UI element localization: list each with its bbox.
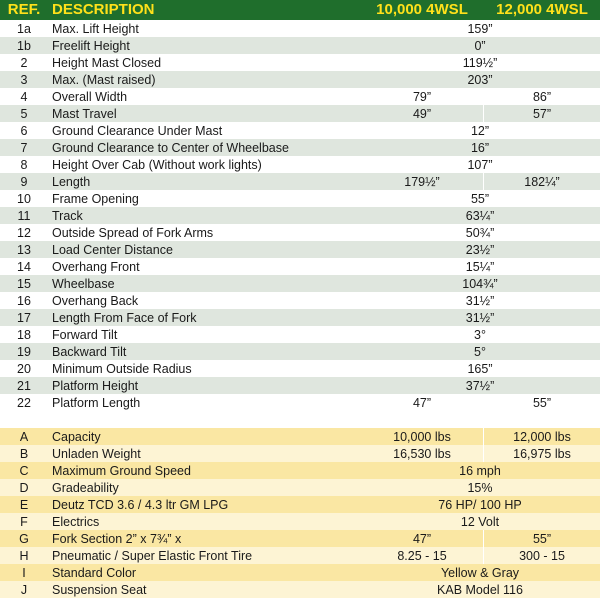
row-ref: A — [19, 429, 29, 444]
row-ref: E — [19, 497, 29, 512]
column-divider — [483, 445, 484, 462]
row-value-model-b: 57” — [532, 106, 552, 121]
table-row — [0, 20, 600, 37]
row-description: Length — [52, 174, 91, 189]
row-description: Overhang Front — [52, 259, 140, 274]
row-ref: 5 — [20, 106, 28, 121]
row-ref: 20 — [17, 361, 31, 376]
row-description: Backward Tilt — [52, 344, 127, 359]
row-value-model-a: 10,000 lbs — [393, 429, 451, 444]
row-description: Unladen Weight — [52, 446, 141, 461]
row-description: Pneumatic / Super Elastic Front Tire — [52, 548, 253, 563]
row-ref: 22 — [17, 395, 31, 410]
row-description: Forward Tilt — [52, 327, 118, 342]
row-description: Frame Opening — [52, 191, 139, 206]
table-row — [0, 581, 600, 598]
row-value-model-a: 47” — [412, 395, 432, 410]
row-value-model-a: 179½” — [404, 174, 440, 189]
row-value: 31½” — [465, 293, 495, 308]
row-description: Maximum Ground Speed — [52, 463, 191, 478]
row-value: 203” — [467, 72, 493, 87]
table-row — [0, 71, 600, 88]
table-row — [0, 105, 600, 122]
row-value-model-a: 49” — [412, 106, 432, 121]
row-description: Load Center Distance — [52, 242, 173, 257]
row-ref: 17 — [17, 310, 31, 325]
table-row — [0, 190, 600, 207]
row-value-model-b: 86” — [532, 89, 552, 104]
row-description: Height Over Cab (Without work lights) — [52, 157, 262, 172]
row-description: Overhang Back — [52, 293, 139, 308]
row-value: 23½” — [465, 242, 495, 257]
row-description: Standard Color — [52, 565, 137, 580]
row-value-model-a: 79” — [412, 89, 432, 104]
row-value: 76 HP/ 100 HP — [438, 497, 522, 512]
row-description: Minimum Outside Radius — [52, 361, 192, 376]
table-row — [0, 275, 600, 292]
table-row — [0, 360, 600, 377]
row-value: 3° — [474, 327, 486, 342]
row-ref: 8 — [20, 157, 28, 172]
row-description: Suspension Seat — [52, 582, 147, 597]
table-row — [0, 377, 600, 394]
table-row — [0, 530, 600, 547]
table-row — [0, 37, 600, 54]
row-ref: 9 — [20, 174, 28, 189]
row-ref: 13 — [17, 242, 31, 257]
row-ref: 1b — [17, 38, 31, 53]
row-value-model-a: 16,530 lbs — [393, 446, 451, 461]
row-value-model-b: 182¼” — [524, 174, 560, 189]
row-description: Length From Face of Fork — [52, 310, 197, 325]
row-value: 159” — [467, 21, 493, 36]
row-value: 5° — [474, 344, 486, 359]
row-value: 15% — [467, 480, 493, 495]
table-row — [0, 462, 600, 479]
row-value: 37½” — [465, 378, 495, 393]
column-divider — [483, 394, 484, 411]
table-row — [0, 54, 600, 71]
table-row — [0, 258, 600, 275]
table-row — [0, 224, 600, 241]
table-row — [0, 513, 600, 530]
row-description: Ground Clearance to Center of Wheelbase — [52, 140, 289, 155]
row-value: 63¼” — [465, 208, 495, 223]
row-description: Wheelbase — [52, 276, 115, 291]
row-value: 104¾” — [462, 276, 498, 291]
row-ref: D — [19, 480, 29, 495]
row-ref: H — [19, 548, 29, 563]
row-value: KAB Model 116 — [437, 582, 523, 597]
row-description: Max. Lift Height — [52, 21, 139, 36]
table-row — [0, 292, 600, 309]
row-value: 16” — [470, 140, 490, 155]
row-ref: 3 — [20, 72, 28, 87]
table-row — [0, 207, 600, 224]
column-divider — [483, 173, 484, 190]
table-row — [0, 139, 600, 156]
row-ref: 6 — [20, 123, 28, 138]
row-value: 119½” — [462, 55, 498, 70]
table-row — [0, 564, 600, 581]
row-ref: 14 — [17, 259, 31, 274]
table-header — [0, 0, 600, 20]
table-row — [0, 241, 600, 258]
row-value: 55” — [470, 191, 490, 206]
row-ref: I — [22, 565, 26, 580]
row-description: Freelift Height — [52, 38, 130, 53]
row-ref: C — [19, 463, 29, 478]
row-value: 15¼” — [465, 259, 495, 274]
row-value: 107” — [467, 157, 493, 172]
header-model-b: 12,000 4WSL — [496, 1, 588, 18]
row-value-model-a: 47” — [412, 531, 432, 546]
header-model-a: 10,000 4WSL — [376, 1, 468, 18]
column-divider — [483, 88, 484, 105]
section-gap — [0, 411, 600, 428]
row-ref: 12 — [17, 225, 31, 240]
row-ref: 19 — [17, 344, 31, 359]
row-description: Fork Section 2” x 7¾” x — [52, 531, 182, 546]
row-ref: B — [19, 446, 29, 461]
row-value: 31½” — [465, 310, 495, 325]
row-description: Height Mast Closed — [52, 55, 162, 70]
table-row — [0, 156, 600, 173]
row-value-model-b: 55” — [532, 531, 552, 546]
row-description: Deutz TCD 3.6 / 4.3 ltr GM LPG — [52, 497, 229, 512]
table-row — [0, 428, 600, 445]
row-value: Yellow & Gray — [440, 565, 520, 580]
row-ref: 18 — [17, 327, 31, 342]
row-ref: G — [19, 531, 29, 546]
row-value: 16 mph — [459, 463, 501, 478]
row-ref: J — [20, 582, 28, 597]
table-row — [0, 343, 600, 360]
row-value: 12 Volt — [460, 514, 500, 529]
header-description: DESCRIPTION — [52, 1, 155, 18]
row-description: Electrics — [52, 514, 100, 529]
row-ref: 7 — [20, 140, 28, 155]
row-ref: 21 — [17, 378, 31, 393]
table-row — [0, 394, 600, 411]
row-value-model-b: 55” — [532, 395, 552, 410]
row-value: 50¾” — [465, 225, 495, 240]
row-description: Overall Width — [52, 89, 128, 104]
row-ref: 15 — [17, 276, 31, 291]
column-divider — [483, 105, 484, 122]
row-description: Platform Height — [52, 378, 139, 393]
row-ref: 2 — [20, 55, 28, 70]
row-description: Max. (Mast raised) — [52, 72, 156, 87]
table-row — [0, 547, 600, 564]
row-description: Ground Clearance Under Mast — [52, 123, 223, 138]
row-description: Platform Length — [52, 395, 141, 410]
row-value-model-b: 300 - 15 — [519, 548, 565, 563]
table-row — [0, 479, 600, 496]
row-description: Track — [52, 208, 83, 223]
table-row — [0, 122, 600, 139]
row-value-model-b: 12,000 lbs — [513, 429, 571, 444]
header-ref: REF. — [7, 1, 41, 18]
table-row — [0, 88, 600, 105]
table-row — [0, 173, 600, 190]
table-row — [0, 326, 600, 343]
row-description: Mast Travel — [52, 106, 117, 121]
row-ref: 1a — [17, 21, 31, 36]
table-row — [0, 496, 600, 513]
row-ref: 10 — [17, 191, 31, 206]
row-ref: 16 — [17, 293, 31, 308]
row-ref: 4 — [20, 89, 28, 104]
column-divider — [483, 530, 484, 547]
table-row — [0, 445, 600, 462]
row-value: 165” — [467, 361, 493, 376]
column-divider — [483, 547, 484, 564]
column-divider — [483, 428, 484, 445]
row-description: Outside Spread of Fork Arms — [52, 225, 214, 240]
row-value-model-a: 8.25 - 15 — [397, 548, 447, 563]
row-value: 12” — [470, 123, 490, 138]
row-description: Gradeability — [52, 480, 119, 495]
row-value: 0” — [474, 38, 486, 53]
row-value-model-b: 16,975 lbs — [513, 446, 571, 461]
row-ref: 11 — [17, 208, 31, 223]
table-row — [0, 309, 600, 326]
row-ref: F — [20, 514, 28, 529]
row-description: Capacity — [52, 429, 101, 444]
